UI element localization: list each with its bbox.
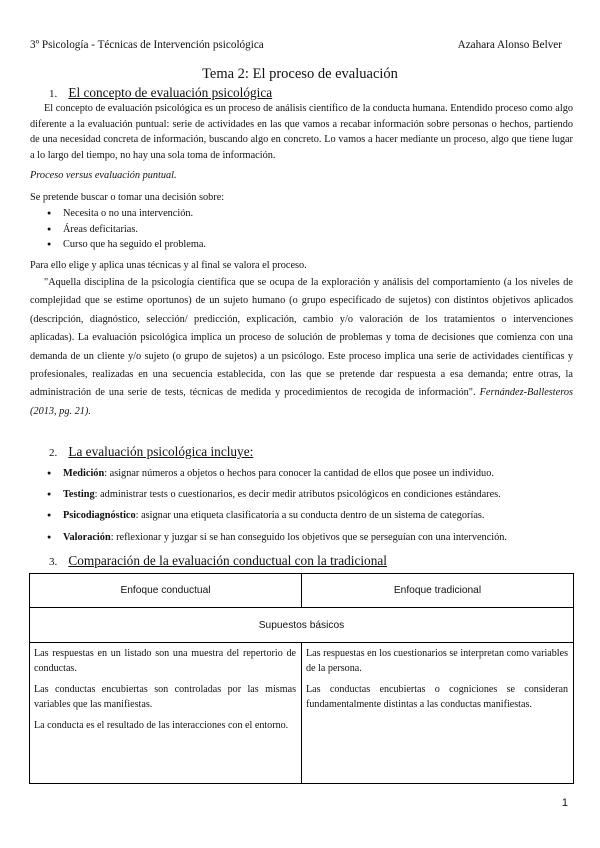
list-item: ● Necesita o no una intervención. [30,206,575,222]
table-subheader-row [30,608,574,643]
term: Medición [63,468,105,479]
cell-paragraph: La conducta es el resultado de las interacciones con el entorno. [34,720,289,731]
term: Valoración [63,531,111,543]
definition: : asignar números a objetos o hechos para conocer la cantidad de ellos que posee un individuo. [104,468,494,479]
document-title: Tema 2: El proceso de evaluación [202,66,398,82]
table-header-behavioral: Enfoque conductual [30,574,302,608]
paragraph: El concepto de evaluación psicológica es un proceso de análisis científico de la conducta humana. Entendido proceso como algo diferente a la evaluación puntual: serie de actividades en las que vamos a recabar información sobre personas o hechos, partiendo de una necesidad concreta de información, buscando algo en concreto. Lo vamos a hacer mediante un proceso, algo que tiene lugar a lo largo del tiempo, no hay una sola toma de información. [30,103,573,161]
quote-text: "Aquella disciplina de la psicología científica que se ocupa de la exploración y análisis del comportamiento (a los niveles de complejidad que se estime oportunos) de un sujeto humano (o grupo especificado de sujetos) con distintos objetivos aplicados (descripción, diagnóstico, selección/ predicción, explicación, cambio y/o valoración de los tratamientos o intervenciones aplicadas). La evaluación psicológica implica un proceso de solución de problemas y toma de decisiones que comienza con una demanda de un cliente y/o sujeto (o grupo de sujetos) a un psicólogo. Este proceso implica una serie de actividades científicas y profesionales, realizadas en una secuencia establecida, con las que se pretende dar respuesta a esa demanda; entre otras, la administración de una serie de tests, técnicas de medida y procedimientos de recogida de información". [30,277,573,399]
term: Testing [63,489,95,501]
section-title: La evaluación psicológica incluye: [68,444,254,459]
quote-paragraph [30,274,573,421]
term: Psicodiagnóstico [63,510,136,522]
section-3-heading [49,553,387,569]
list-item: ● Curso que ha seguido el problema. [30,237,575,253]
header-course: 3º Psicología - Técnicas de Intervención psicológica [30,39,264,51]
section-title: El concepto de evaluación psicológica [68,85,273,100]
definition: : administrar tests o cuestionarios, es decir medir atributos psicológicos en condiciones estándares. [94,489,501,501]
section-number: 1. [49,88,58,100]
comparison-table [29,573,574,784]
italic-note: Proceso versus evaluación puntual. [30,170,177,181]
paragraph: Para ello elige y aplica unas técnicas y al final se valora el proceso. [30,260,307,271]
header-author: Azahara Alonso Belver [457,39,562,51]
list-item [30,505,575,526]
section-number: 2. [49,447,58,459]
list-item [30,484,575,505]
table-subheader: Supuestos básicos [30,608,574,643]
list-item [30,527,575,548]
section-2-heading [49,444,253,460]
table-cell-behavioral [30,643,302,784]
section-1-heading [49,85,272,101]
definition: : asignar una etiqueta clasificatoria a su conducta dentro de un sistema de categorías. [135,510,485,522]
cell-paragraph: Las conductas encubiertas o cogniciones se consideran fundamentalmente distintas a las conductas manifiestas. [306,684,568,710]
table-row [30,643,574,784]
cell-paragraph: Las respuestas en un listado son una muestra del repertorio de conductas. [34,648,296,674]
bullet-list [30,463,575,548]
citation: Fernández-Ballesteros (2013, pg. 21). [30,387,573,417]
paragraph: Se pretende buscar o tomar una decisión sobre: [30,192,225,203]
bullet-list [30,206,575,253]
cell-paragraph: Las conductas encubiertas son controladas por las mismas variables que las manifiestas. [34,684,296,710]
list-item: ● Áreas deficitarias. [30,222,575,238]
table-header-row [30,574,574,608]
list-item [30,463,575,484]
table-header-traditional: Enfoque tradicional [302,574,574,608]
cell-paragraph: Las respuestas en los cuestionarios se interpretan como variables de la persona. [306,648,568,674]
definition: : reflexionar y juzgar si se han conseguido los objetivos que se perseguían con una intervención. [110,531,508,543]
table-cell-traditional [302,643,574,784]
section-title: Comparación de la evaluación conductual con la tradicional [68,553,387,568]
page-number: 1 [561,797,568,809]
section-number: 3. [49,556,58,568]
